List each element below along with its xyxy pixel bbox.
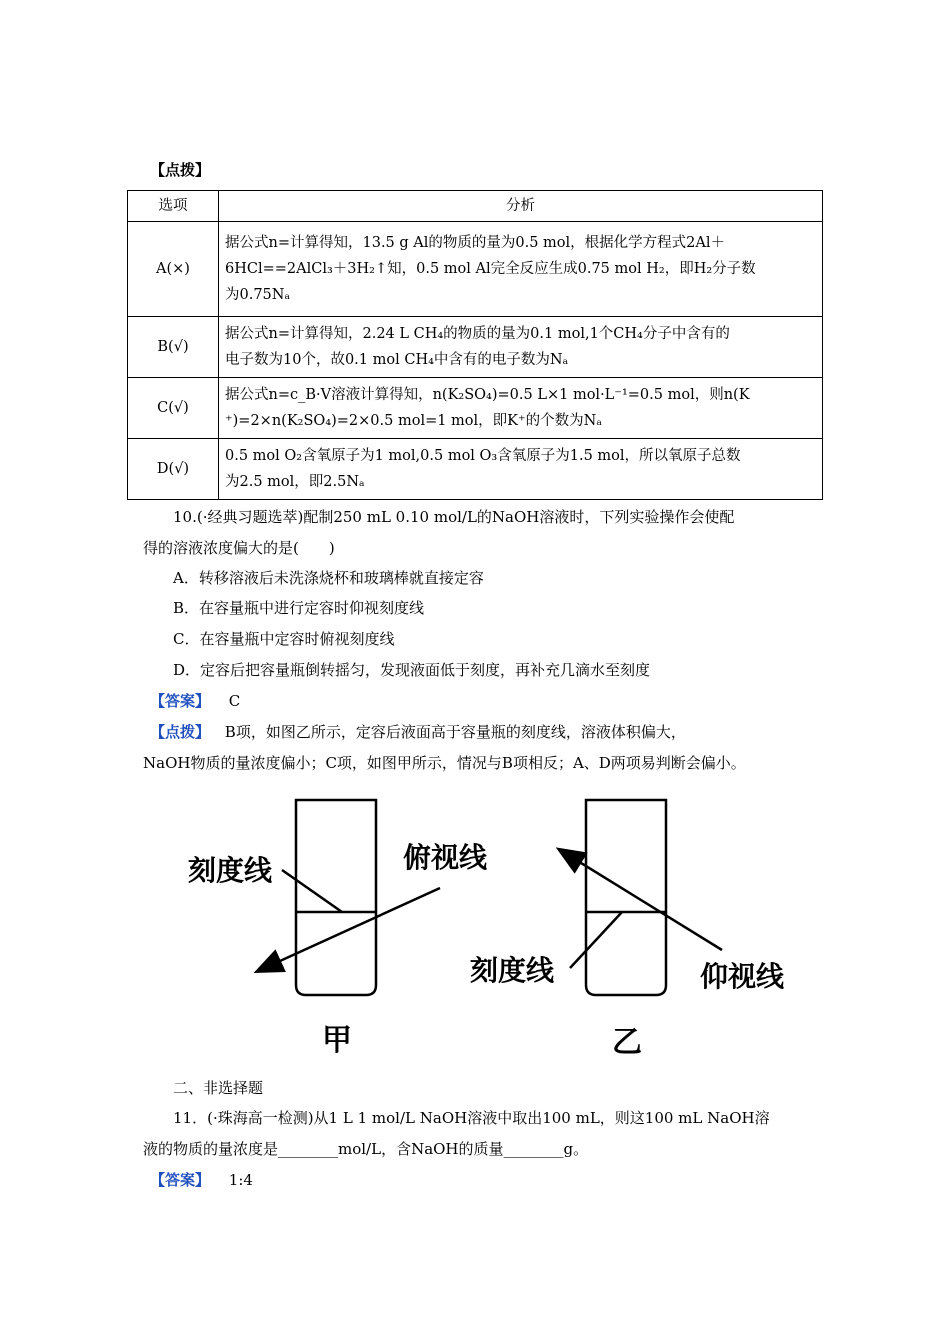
dianbo-text: B项，如图乙所示，定容后液面高于容量瓶的刻度线，溶液体积偏大， xyxy=(224,723,686,741)
label-scale-yi: 刻度线 xyxy=(470,954,555,987)
q10-option-c: C．在容量瓶中定容时俯视刻度线 xyxy=(173,630,395,648)
scale-pointer-jia xyxy=(282,870,342,912)
row-option: A(×) xyxy=(128,222,219,317)
q10-option-b: B．在容量瓶中进行定容时仰视刻度线 xyxy=(173,599,425,617)
row-line: 0.5 mol O₂含氧原子为1 mol,0.5 mol O₃含氧原子为1.5 mol，所以氧原子总数 xyxy=(225,448,741,464)
figure-jia xyxy=(188,800,488,1058)
label-sight-yi: 仰视线 xyxy=(700,960,785,993)
header-analysis: 分析 xyxy=(219,191,823,222)
q10-stem-line1: 10.(·经典习题选萃)配制250 mL 0.10 mol/L的NaOH溶液时，下列实验操作会使配 xyxy=(173,508,735,526)
flask-neck-jia xyxy=(296,800,376,995)
row-line: 据公式n=c_B·V溶液计算得知，n(K₂SO₄)=0.5 L×1 mol·L⁻¹=0.5 mol，则n(K xyxy=(225,387,750,403)
row-line: ⁺)=2×n(K₂SO₄)=2×0.5 mol=1 mol，即K⁺的个数为Nₐ xyxy=(225,413,602,429)
answer-value: C xyxy=(228,692,241,710)
row-line: 据公式n=计算得知，13.5 g Al的物质的量为0.5 mol，根据化学方程式2Al＋ xyxy=(225,235,726,251)
q10-dianbo-line2: NaOH物质的量浓度偏小；C项，如图甲所示，情况与B项相反；A、D两项易判断会偏小。 xyxy=(143,754,746,772)
q11-answer xyxy=(150,1170,253,1190)
row-line: 为2.5 mol，即2.5Nₐ xyxy=(225,474,365,490)
sight-line-jia xyxy=(258,888,440,971)
answer-label: 【答案】 xyxy=(150,692,211,710)
flask-neck-yi xyxy=(586,800,666,995)
row-line: 6HCl==2AlCl₃＋3H₂↑知，0.5 mol Al完全反应生成0.75 mol H₂，即H₂分子数 xyxy=(225,261,756,277)
header-option: 选项 xyxy=(128,191,219,222)
q10-option-d: D．定容后把容量瓶倒转摇匀，发现液面低于刻度，再补充几滴水至刻度 xyxy=(173,661,651,679)
dianbo-header: 【点拨】 xyxy=(150,161,211,179)
row-line: 电子数为10个，故0.1 mol CH₄中含有的电子数为Nₐ xyxy=(225,352,569,368)
figure-yi xyxy=(470,800,785,1060)
row-option: C(√) xyxy=(128,378,219,439)
section2-title: 二、非选择题 xyxy=(173,1079,264,1097)
row-line: 为0.75Nₐ xyxy=(225,287,291,303)
label-sight-jia: 俯视线 xyxy=(403,841,488,874)
sight-line-yi xyxy=(560,850,722,950)
q10-option-a: A．转移溶液后未洗涤烧杯和玻璃棒就直接定容 xyxy=(173,569,484,587)
caption-yi: 乙 xyxy=(612,1025,642,1060)
q11-line2: 液的物质的量浓度是________mol/L，含NaOH的质量________g。 xyxy=(143,1140,589,1158)
q10-stem-line2: 得的溶液浓度偏大的是( ) xyxy=(143,539,335,557)
label-scale-jia: 刻度线 xyxy=(188,854,273,887)
answer-value: 1:4 xyxy=(228,1171,253,1189)
row-line: 据公式n=计算得知，2.24 L CH₄的物质的量为0.1 mol,1个CH₄分子中含有的 xyxy=(225,326,730,342)
answer-label: 【答案】 xyxy=(150,1171,211,1189)
q11-line1: 11．(·珠海高一检测)从1 L 1 mol/L NaOH溶液中取出100 mL，则这100 mL NaOH溶 xyxy=(173,1109,770,1127)
scale-pointer-yi xyxy=(570,912,622,968)
dianbo-label: 【点拨】 xyxy=(150,723,211,741)
row-option: D(√) xyxy=(128,439,219,500)
row-option: B(√) xyxy=(128,317,219,378)
caption-jia: 甲 xyxy=(322,1023,352,1058)
